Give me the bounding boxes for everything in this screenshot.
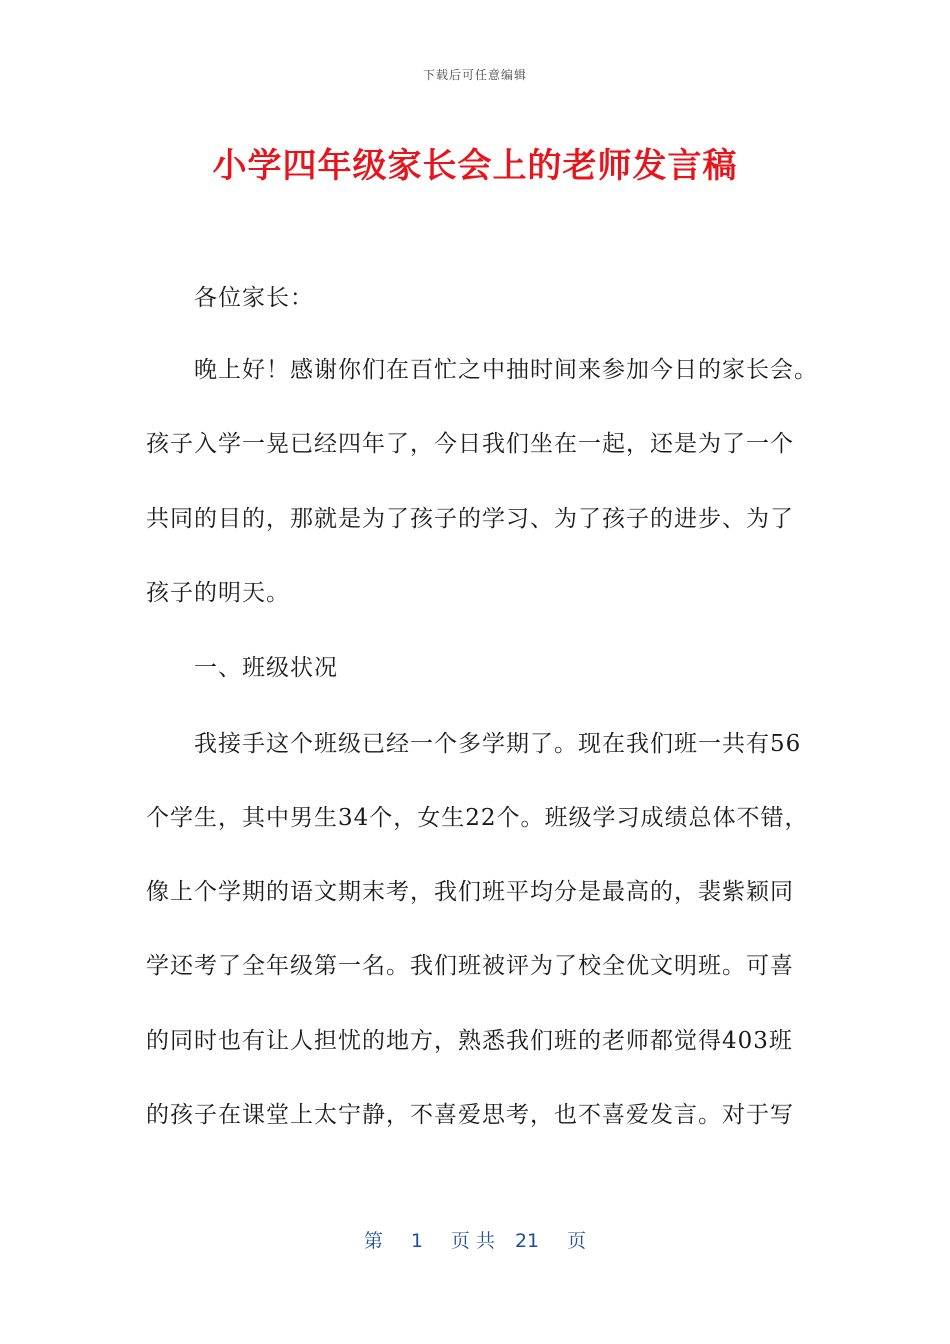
section-heading: 一、班级状况 — [194, 655, 338, 681]
footer-prefix: 第 — [363, 1230, 383, 1252]
document-title: 小学四年级家长会上的老师发言稿 — [212, 146, 738, 186]
footer-middle: 页 共 — [450, 1230, 495, 1252]
paragraph-line: 的孩子在课堂上太宁静，不喜爱思考，也不喜爱发言。对于写 — [146, 1102, 794, 1128]
paragraph-line: 我接手这个班级已经一个多学期了。现在我们班一共有56 — [194, 731, 802, 757]
paragraph-line: 的同时也有让人担忧的地方，熟悉我们班的老师都觉得403班 — [146, 1028, 793, 1054]
paragraph-line: 像上个学期的语文期末考，我们班平均分是最高的，裴紫颖同 — [146, 879, 794, 905]
current-page-number: 1 — [410, 1230, 423, 1252]
paragraph-line: 孩子入学一晃已经四年了，今日我们坐在一起，还是为了一个 — [146, 431, 794, 457]
paragraph-line: 个学生，其中男生34个，女生22个。班级学习成绩总体不错， — [146, 805, 809, 831]
footer-suffix: 页 — [567, 1230, 587, 1252]
header-note: 下载后可任意编辑 — [422, 68, 527, 82]
paragraph-line: 晚上好！感谢你们在百忙之中抽时间来参加今日的家长会。 — [194, 357, 818, 383]
total-pages-number: 21 — [514, 1230, 540, 1252]
paragraph-line: 学还考了全年级第一名。我们班被评为了校全优文明班。可喜 — [146, 953, 794, 979]
page-footer — [0, 1226, 950, 1253]
paragraph-line: 共同的目的，那就是为了孩子的学习、为了孩子的进步、为了 — [146, 506, 794, 532]
salutation-line: 各位家长： — [194, 285, 314, 311]
paragraph-line: 孩子的明天。 — [146, 580, 290, 606]
